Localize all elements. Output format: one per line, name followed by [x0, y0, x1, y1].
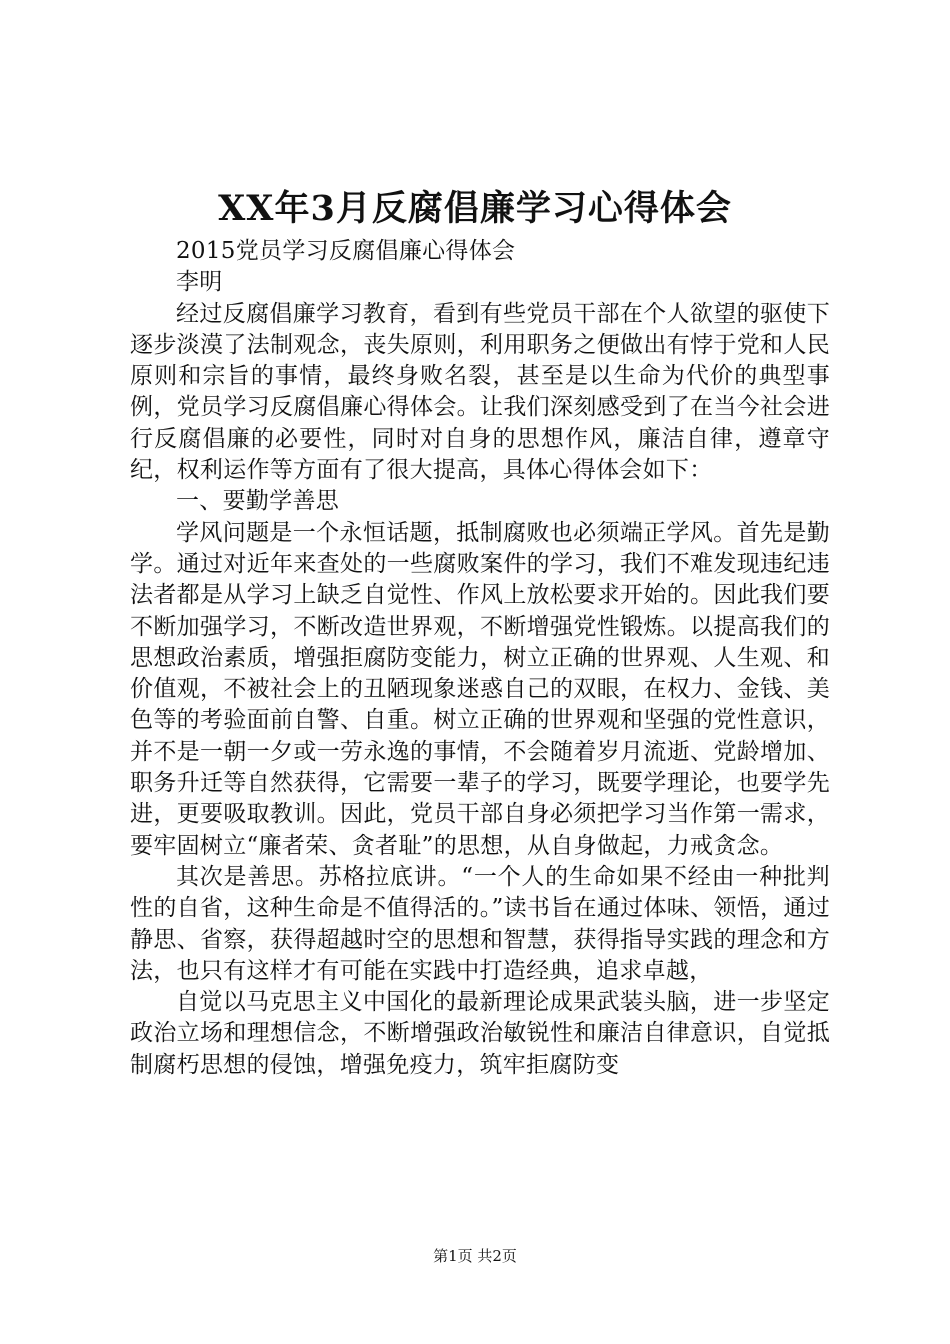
document-title: XX年3月反腐倡廉学习心得体会 [218, 188, 732, 229]
document-body [130, 236, 830, 1081]
subtitle-paragraph: 2015党员学习反腐倡廉心得体会 [176, 238, 516, 264]
body-paragraph: 其次是善思。苏格拉底讲。“一个人的生命如果不经由一种批判性的自省，这种生命是不值得活的。”读书旨在通过体味、领悟，通过静思、省察，获得超越时空的思想和智慧，获得指导实践的理念和方法，也只有这样才有可能在实践中打造经典，追求卓越， [130, 863, 830, 984]
body-paragraph: 经过反腐倡廉学习教育，看到有些党员干部在个人欲望的驱使下逐步淡漠了法制观念，丧失原则，利用职务之便做出有悖于党和人民原则和宗旨的事情，最终身败名裂，甚至是以生命为代价的典型事例，党员学习反腐倡廉心得体会。让我们深刻感受到了在当今社会进行反腐倡廉的必要性，同时对自身的思想作风，廉洁自律，遵章守纪，权利运作等方面有了很大提高，具体心得体会如下： [130, 300, 830, 484]
page-number-footer: 第1页 共2页 [433, 1247, 517, 1265]
body-paragraph: 学风问题是一个永恒话题，抵制腐败也必须端正学风。首先是勤学。通过对近年来查处的一些腐败案件的学习，我们不难发现违纪违法者都是从学习上缺乏自觉性、作风上放松要求开始的。因此我们要不断加强学习，不断改造世界观，不断增强党性锻炼。以提高我们的思想政治素质，增强拒腐防变能力，树立正确的世界观、人生观、和价值观，不被社会上的丑陋现象迷惑自己的双眼，在权力、金钱、美色等的考验面前自警、自重。树立正确的世界观和坚强的党性意识，并不是一朝一夕或一劳永逸的事情，不会随着岁月流逝、党龄增加、职务升迁等自然获得，它需要一辈子的学习，既要学理论，也要学先进，更要吸取教训。因此，党员干部自身必须把学习当作第一需求，要牢固树立“廉者荣、贪者耻”的思想，从自身做起，力戒贪念。 [130, 519, 830, 859]
author-paragraph: 李明 [176, 269, 223, 296]
section-heading: 一、要勤学善思 [176, 488, 340, 515]
body-paragraph: 自觉以马克思主义中国化的最新理论成果武装头脑，进一步坚定政治立场和理想信念，不断增强政治敏锐性和廉洁自律意识，自觉抵制腐朽思想的侵蚀，增强免疫力，筑牢拒腐防变 [130, 989, 830, 1078]
